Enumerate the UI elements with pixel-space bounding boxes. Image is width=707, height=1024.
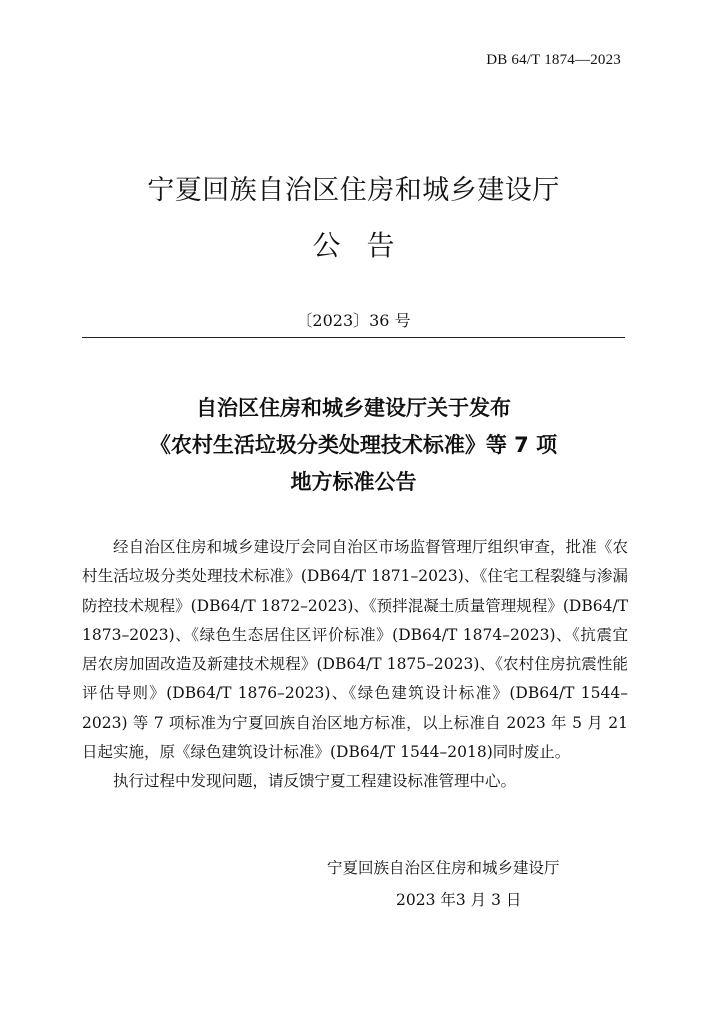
- heading-line: 地方标准公告: [290, 470, 417, 494]
- issue-date: 2023 年3 月 3 日: [396, 891, 522, 909]
- body-paragraph: 经自治区住房和城乡建设厅会同自治区市场监督管理厅组织审查，批准《农村生活垃圾分类处理技术标准》(DB64/T 1871–2023)、《住宅工程裂缝与渗漏防控技术规程》(DB64/T 1872–2023)、《预拌混凝土质量管理规程》(DB64/T 1873–2023)、《绿色生态居住区评价标准》(DB64/T 1874–2023)、《抗震宜居农房加固改造及新建技术规程》(DB64/T 1875–2023)、《农村住房抗震性能评估导则》(DB64/T 1876–2023)、《绿色建筑设计标准》(DB64/T 1544–2023) 等 7 项标准为宁夏回族自治区地方标准，以上标准自 2023 年 5 月 21 日起实施，原《绿色建筑设计标准》(DB64/T 1544–2018)同时废止。: [82, 538, 628, 762]
- body-paragraph: 执行过程中发现问题，请反馈宁夏工程建设标准管理中心。: [113, 772, 517, 791]
- heading-line: 《农村生活垃圾分类处理技术标准》等 7 项: [149, 433, 558, 457]
- announcement-body: [82, 533, 628, 797]
- notice-title: 公告: [312, 229, 421, 262]
- standard-code: DB 64/T 1874—2023: [486, 52, 621, 68]
- document-number: 〔2023〕36 号: [296, 311, 411, 330]
- announcement-heading: [0, 390, 707, 501]
- header-divider: [82, 337, 625, 338]
- issuing-department-title: 宁夏回族自治区住房和城乡建设厅: [147, 175, 560, 206]
- signature-block: [327, 852, 560, 916]
- issuer-name: 宁夏回族自治区住房和城乡建设厅: [327, 859, 560, 877]
- heading-line: 自治区住房和城乡建设厅关于发布: [196, 396, 511, 420]
